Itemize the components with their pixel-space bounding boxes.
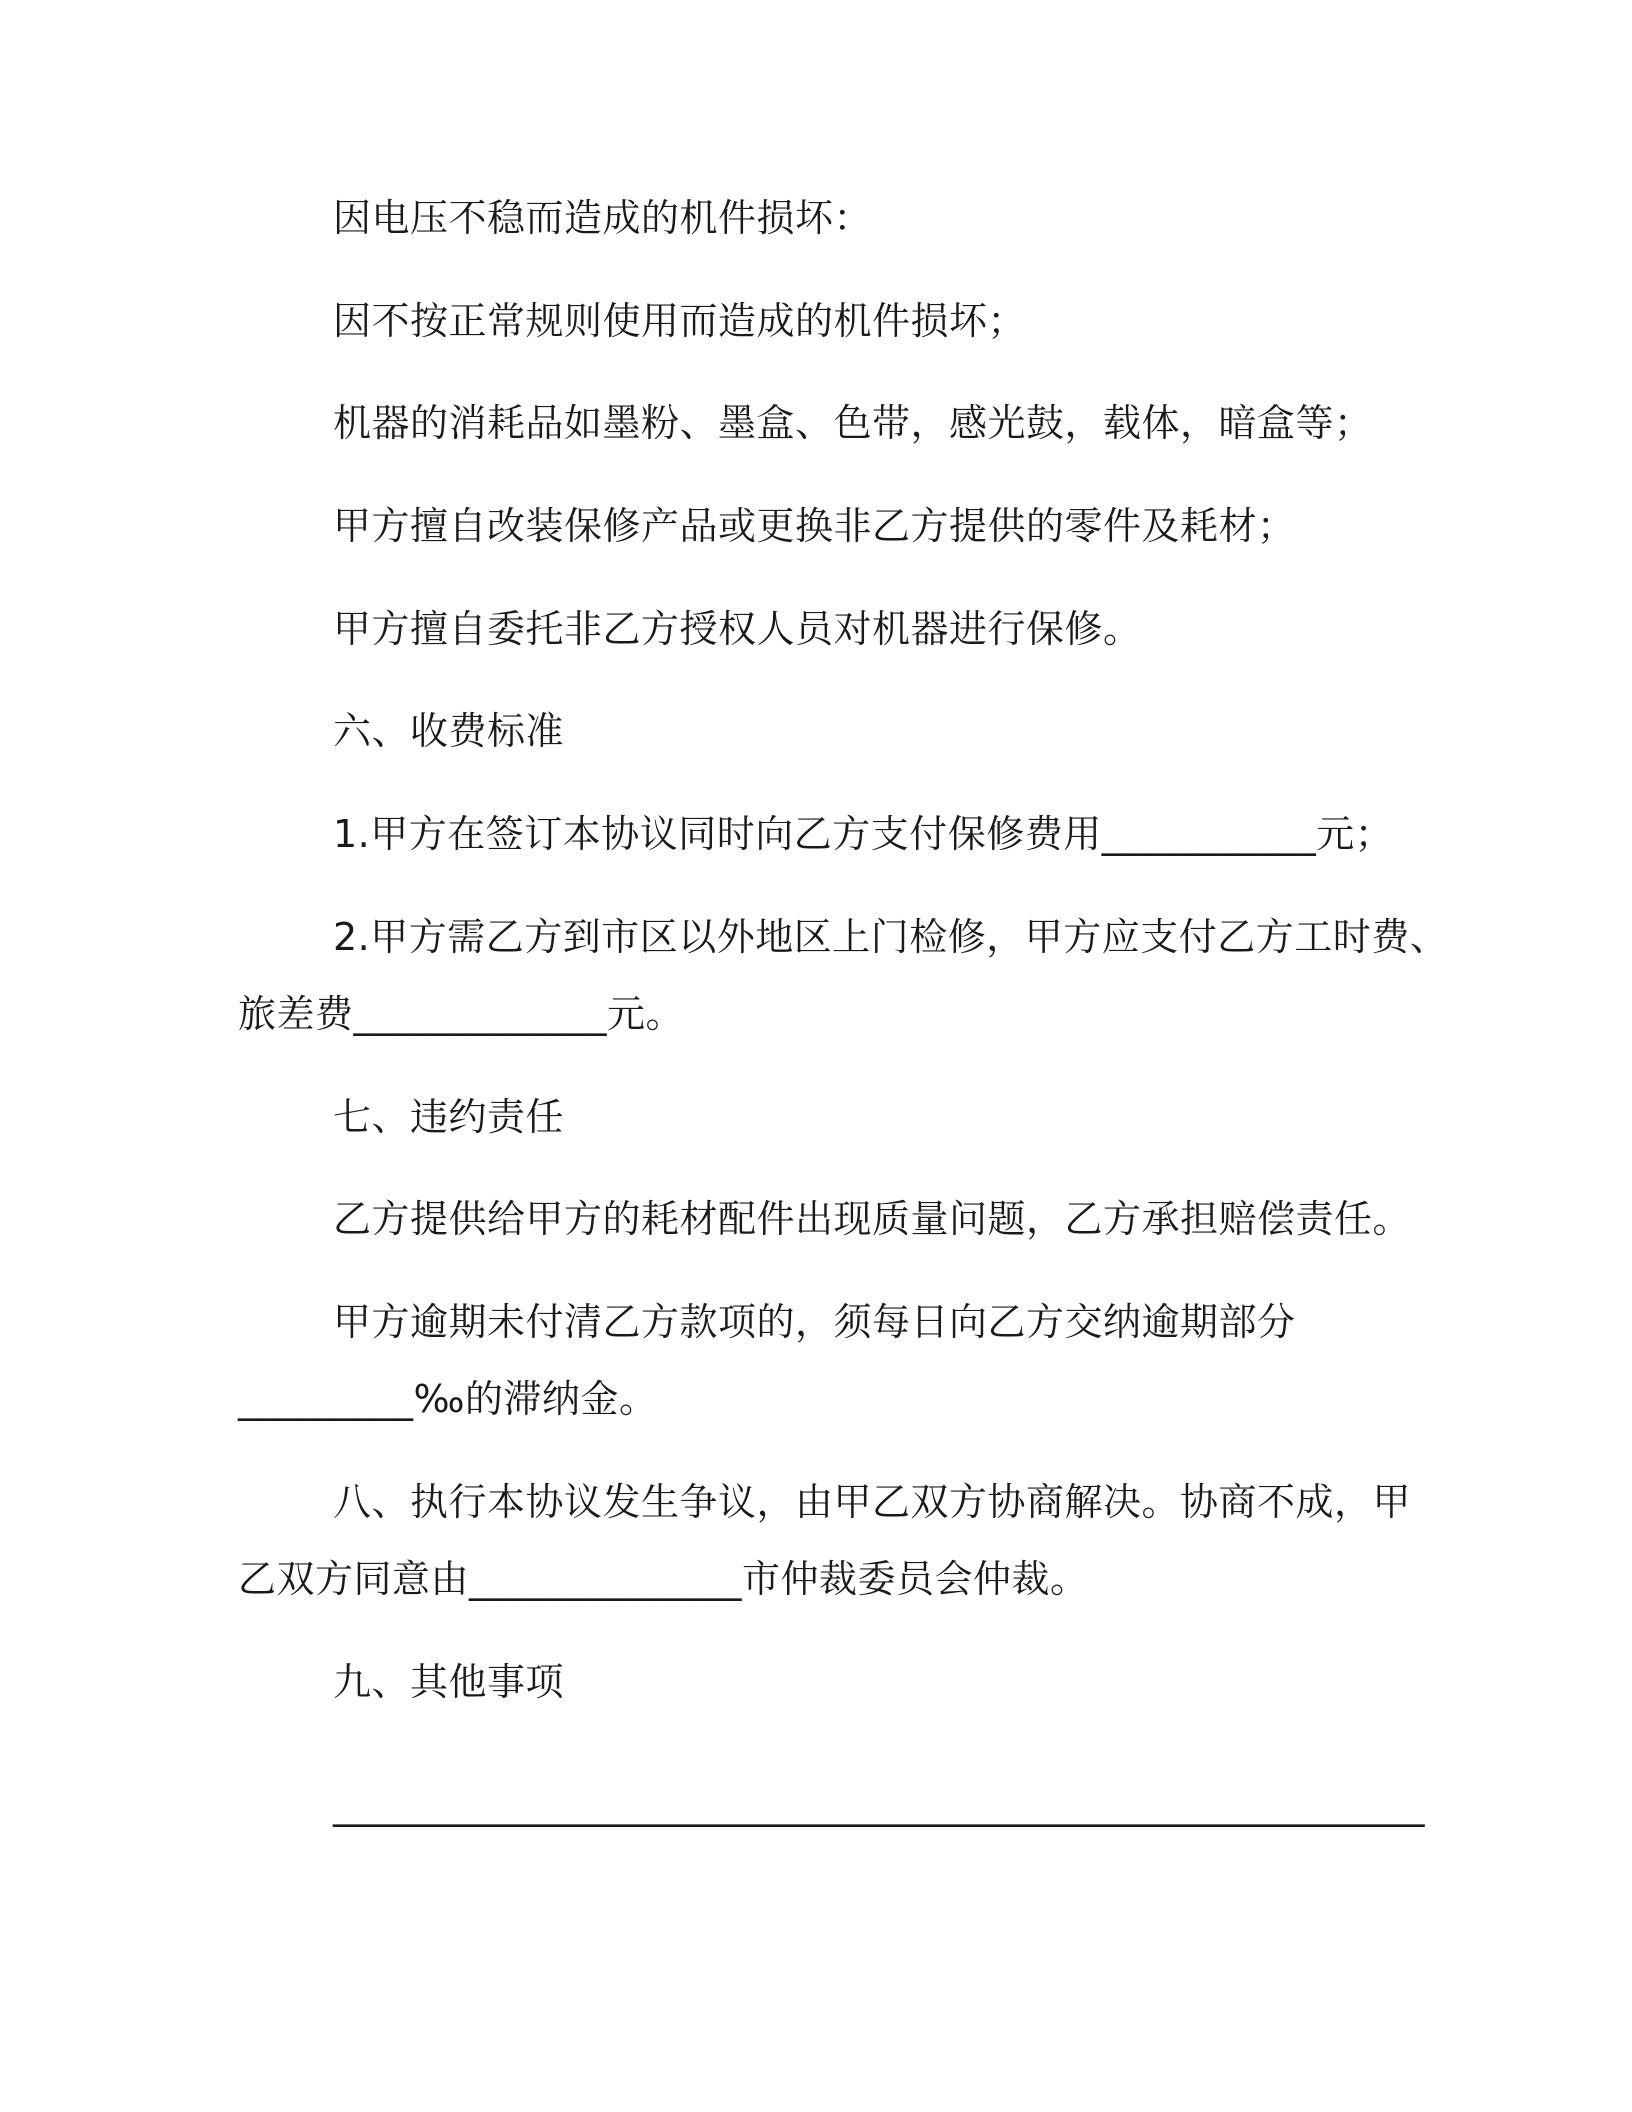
dispute-clause-line-2: 乙双方同意由______________市仲裁委员会仲裁。: [238, 1557, 1089, 1601]
fee-clause-2-line-1: 2.甲方需乙方到市区以外地区上门检修，甲方应支付乙方工时费、: [333, 915, 1449, 959]
other-matters-blank-line: ________________________________________________________: [333, 1783, 1425, 1827]
section-heading-liability: 七、违约责任: [333, 1095, 565, 1139]
dispute-clause-line-1: 八、执行本协议发生争议，由甲乙双方协商解决。协商不成，甲: [333, 1480, 1412, 1524]
liability-clause-1: 乙方提供给甲方的耗材配件出现质量问题，乙方承担赔偿责任。: [333, 1197, 1412, 1241]
exclusion-unauthorized-repair: 甲方擅自委托非乙方授权人员对机器进行保修。: [333, 607, 1142, 651]
exclusion-improper-use: 因不按正常规则使用而造成的机件损坏；: [333, 299, 1027, 343]
section-heading-other: 九、其他事项: [333, 1660, 565, 1704]
fee-clause-1: 1.甲方在签订本协议同时向乙方支付保修费用___________元；: [333, 812, 1394, 856]
liability-clause-2-line-2: _________‰的滞纳金。: [238, 1377, 658, 1421]
exclusion-modification: 甲方擅自改装保修产品或更换非乙方提供的零件及耗材；: [333, 504, 1296, 548]
exclusion-consumables: 机器的消耗品如墨粉、墨盒、色带，感光鼓，载体，暗盒等；: [333, 401, 1373, 445]
section-heading-fees: 六、收费标准: [333, 709, 565, 753]
exclusion-voltage-damage: 因电压不稳而造成的机件损坏：: [333, 196, 873, 240]
fee-clause-2-line-2: 旅差费_____________元。: [238, 992, 685, 1036]
liability-clause-2-line-1: 甲方逾期未付清乙方款项的，须每日向乙方交纳逾期部分: [333, 1300, 1296, 1344]
